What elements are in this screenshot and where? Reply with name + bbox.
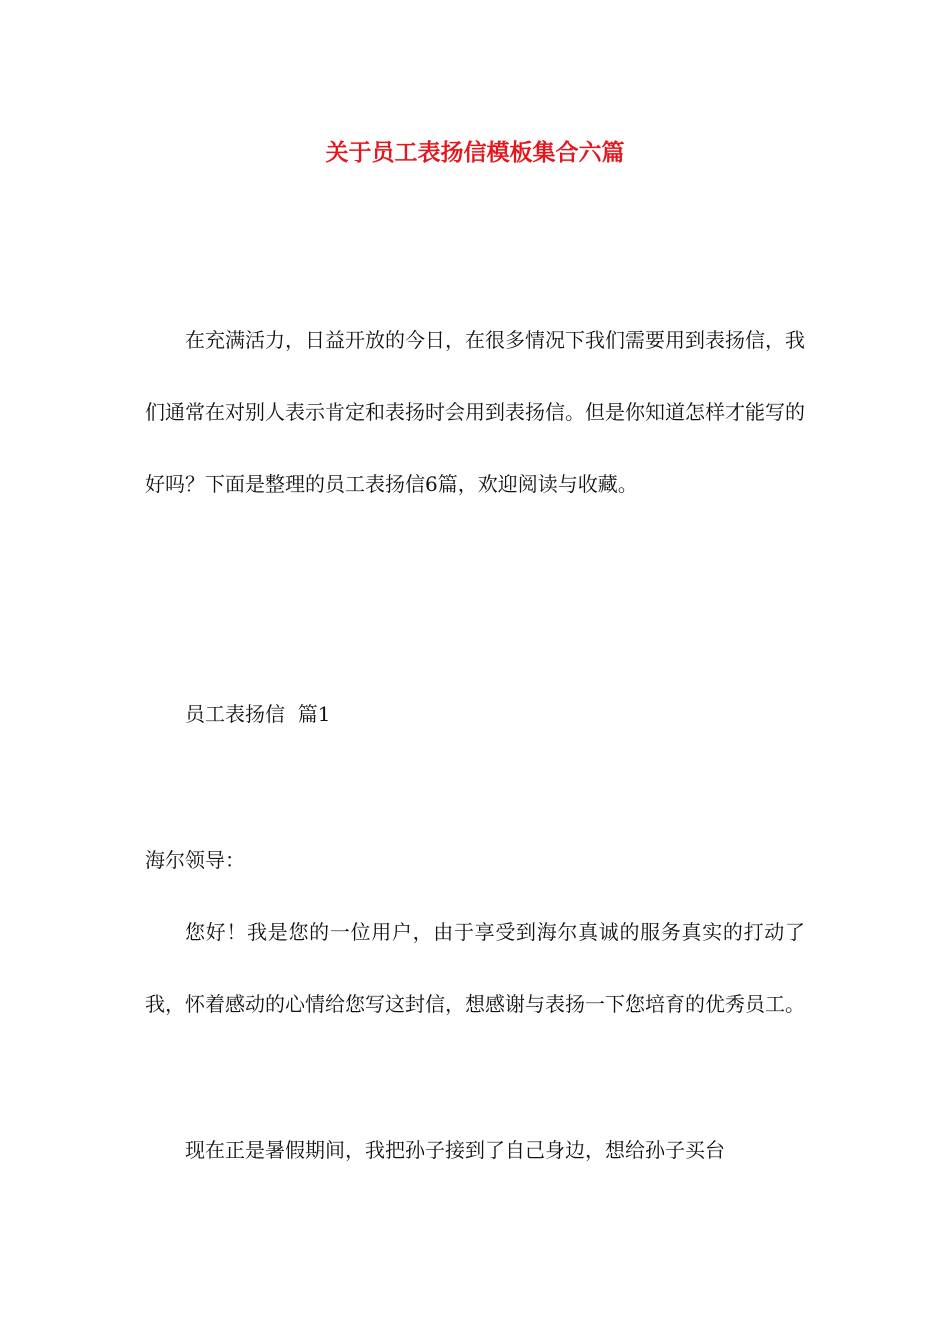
section-heading: 员工表扬信 篇1 <box>185 702 331 726</box>
document-title: 关于员工表扬信模板集合六篇 <box>325 139 625 166</box>
letter-salutation: 海尔领导： <box>145 848 245 872</box>
intro-paragraph: 在充满活力，日益开放的今日，在很多情况下我们需要用到表扬信，我们通常在对别人表示肯定和表扬时会用到表扬信。但是你知道怎样才能写的好吗？下面是整理的员工表扬信6篇，欢迎阅读与收藏。 <box>145 328 805 496</box>
letter-paragraph-1: 您好！我是您的一位用户，由于享受到海尔真诚的服务真实的打动了我，怀着感动的心情给您写这封信，想感谢与表扬一下您培育的优秀员工。 <box>145 920 805 1016</box>
letter-paragraph-2: 现在正是暑假期间，我把孙子接到了自己身边，想给孙子买台 <box>185 1138 725 1162</box>
